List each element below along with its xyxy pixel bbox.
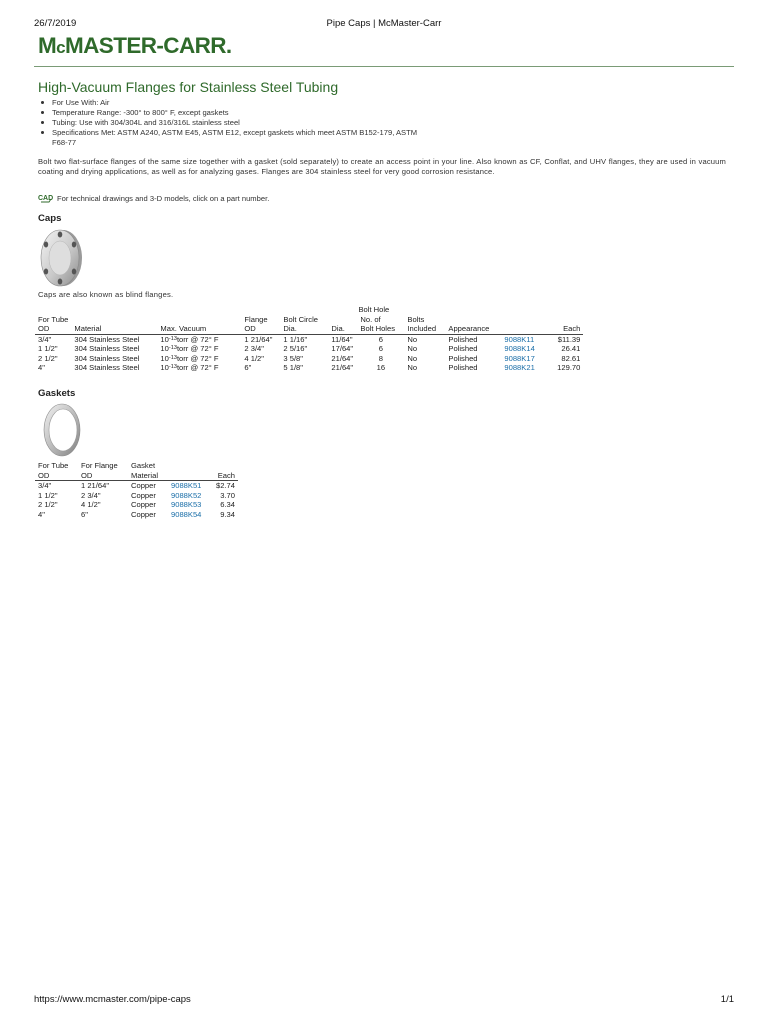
spec-item: Specifications Met: ASTM A240, ASTM E45, ASTM E12, except gaskets which meet ASTM B152-179, ASTM F68-77 [52,128,432,148]
gaskets-table-row [35,491,238,501]
logo-dot: . [225,33,232,58]
col-header-flange-od-1: Flange [244,314,268,324]
col-header-max-vacuum: Max. Vacuum [157,324,241,334]
logo-text-rest: MASTER-CARR [65,33,226,58]
gasket-col-header-tube-od-2: OD [35,471,78,481]
cell-material: 304 Stainless Steel [74,353,140,363]
cell-price: 3.70 [220,490,235,500]
gaskets-table-row [35,510,238,520]
cell-flange-od: 2 3/4" [244,344,264,354]
flange-cap-image[interactable] [38,228,84,288]
cell-bolts-included: No [407,353,418,363]
vacuum-exponent: -13 [168,354,177,361]
cell-tube-od: 3/4" [38,334,52,344]
gaskets-table [35,461,238,519]
cell-hole-dia: 21/64" [331,363,354,373]
cell-price: 129.70 [557,363,581,373]
cell-flange-od: 1 21/64" [81,481,110,491]
vacuum-exponent: -13 [168,335,177,342]
part-number-link[interactable]: 9088K54 [171,509,202,519]
col-header-hole-dia: Dia. [328,324,357,334]
cell-tube-od: 4" [38,509,45,519]
gasket-col-header-flange-od-1: For Flange [81,461,118,470]
cell-price: 6.34 [220,500,235,510]
col-header-material: Material [71,324,157,334]
vacuum-unit: torr @ 72° F [176,363,219,373]
cell-price: $2.74 [215,481,235,491]
cad-note [38,193,269,204]
cell-flange-od: 2 3/4" [81,490,101,500]
page-title: High-Vacuum Flanges for Stainless Steel Tubing [38,79,339,95]
gasket-col-header-material-1: Gasket [131,461,156,470]
cell-num-holes: 6 [378,334,383,344]
cell-appearance: Polished [448,353,478,363]
cell-tube-od: 2 1/2" [38,353,58,363]
cell-price: 9.34 [220,509,235,519]
cell-tube-od: 3/4" [38,481,52,491]
print-date: 26/7/2019 [34,18,77,29]
vacuum-base: 10 [160,334,169,344]
part-number-link[interactable]: 9088K52 [171,490,202,500]
cad-note-text: For technical drawings and 3-D models, click on a part number. [57,194,270,203]
cell-tube-od: 1 1/2" [38,344,58,354]
vacuum-exponent: -13 [168,345,177,352]
cell-material: Copper [131,481,156,491]
cell-material: 304 Stainless Steel [74,334,140,344]
svg-text:CAD: CAD [38,195,54,202]
cell-appearance: Polished [448,363,478,373]
col-header-each: Each [547,324,583,334]
vacuum-base: 10 [160,344,169,354]
footer-url: https://www.mcmaster.com/pipe-caps [34,994,191,1005]
spec-list [38,98,432,148]
vacuum-exponent: -13 [168,364,177,371]
col-header-bolts-2: Included [404,324,445,334]
cell-bolt-circle: 3 5/8" [283,353,303,363]
print-header [34,18,734,30]
vacuum-unit: torr @ 72° F [176,353,219,363]
col-header-num-holes-2: Bolt Holes [357,324,404,334]
caps-caption: Caps are also known as blind flanges. [38,290,174,299]
cell-tube-od: 2 1/2" [38,500,58,510]
part-number-link[interactable]: 9088K17 [504,353,535,363]
caps-table-row [35,354,583,364]
cell-num-holes: 16 [376,363,386,373]
cell-tube-od: 1 1/2" [38,490,58,500]
caps-table [35,305,583,373]
gasket-col-header-tube-od-1: For Tube [38,461,69,470]
cell-appearance: Polished [448,344,478,354]
cell-bolt-circle: 1 1/16" [283,334,308,344]
cell-material: Copper [131,509,156,519]
cell-max-vacuum [157,363,241,373]
part-number-link[interactable]: 9088K14 [504,344,535,354]
cell-flange-od: 4 1/2" [81,500,101,510]
vacuum-unit: torr @ 72° F [176,344,219,354]
header-divider [34,66,734,67]
spec-item: For Use With: Air [52,98,432,108]
cell-max-vacuum [157,334,241,344]
gasket-col-header-part [168,471,210,481]
gasket-col-header-flange-od-2: OD [78,471,128,481]
cell-bolts-included: No [407,334,418,344]
cad-icon [38,193,54,204]
spec-item: Temperature Range: -300° to 800° F, except gaskets [52,108,432,118]
cell-bolts-included: No [407,344,418,354]
col-header-part [501,324,547,334]
cell-num-holes: 6 [378,344,383,354]
col-header-bolt-circle-1: Bolt Circle [283,314,318,324]
cell-max-vacuum [157,354,241,364]
cell-tube-od: 4" [38,363,45,373]
col-header-num-holes-1: No. of [360,314,381,324]
cell-material: Copper [131,500,156,510]
bolt-hole-group-header: Bolt Hole [358,305,390,314]
gaskets-table-row [35,500,238,510]
intro-paragraph: Bolt two flat-surface flanges of the same size together with a gasket (sold separately) to create an access point in your line. Also known as CF, Conflat, and UHV flanges, they are used in vacuum coating and drying applications, as well as for analyzing gases. Flanges are 304 stainless steel for very good corrosion resistance. [38,157,726,176]
col-header-flange-od-2: OD [241,324,280,334]
caps-table-row [35,363,583,373]
cell-bolts-included: No [407,363,418,373]
col-header-bolts-1: Bolts [407,314,425,324]
cell-flange-od: 4 1/2" [244,353,264,363]
cell-flange-od: 1 21/64" [244,334,273,344]
vacuum-unit: torr @ 72° F [176,334,219,344]
col-header-tube-od-1: For Tube [38,314,69,324]
col-header-appearance: Appearance [445,324,501,334]
cell-num-holes: 8 [378,353,383,363]
logo-text-c: c [56,38,66,57]
vacuum-base: 10 [160,363,169,373]
gasket-col-header-each: Each [210,471,238,481]
cell-hole-dia: 21/64" [331,353,354,363]
cell-flange-od: 6" [81,509,88,519]
spec-item: Tubing: Use with 304/304L and 316/316L stainless steel [52,118,432,128]
cell-bolt-circle: 5 1/8" [283,363,303,373]
cell-bolt-circle: 2 5/16" [283,344,308,354]
cell-price: 82.61 [561,353,581,363]
cell-max-vacuum [157,344,241,354]
cell-price: 26.41 [561,344,581,354]
gasket-col-header-material-2: Material [128,471,168,481]
footer-page-number: 1/1 [720,994,734,1005]
caps-heading: Caps [38,213,62,224]
cell-flange-od: 6" [244,363,252,373]
caps-table-row [35,344,583,354]
col-header-tube-od-2: OD [35,324,71,334]
cell-material: 304 Stainless Steel [74,363,140,373]
part-number-link[interactable]: 9088K21 [504,363,535,373]
cell-material: Copper [131,490,156,500]
part-number-link[interactable]: 9088K11 [504,334,535,344]
cell-material: 304 Stainless Steel [74,344,140,354]
logo-text-m: M [38,33,57,58]
copper-gasket-image[interactable] [40,402,84,458]
gaskets-heading: Gaskets [38,388,76,399]
cell-price: $11.39 [557,334,581,344]
cell-hole-dia: 11/64" [331,334,353,344]
caps-table-row [35,334,583,344]
vacuum-base: 10 [160,353,169,363]
cell-appearance: Polished [448,334,478,344]
col-header-bolt-circle-2: Dia. [280,324,328,334]
part-number-link[interactable]: 9088K53 [171,500,202,510]
cell-hole-dia: 17/64" [331,344,354,354]
part-number-link[interactable]: 9088K51 [171,481,202,491]
mcmaster-logo[interactable] [38,33,232,59]
print-title: Pipe Caps | McMaster-Carr [326,18,442,29]
gaskets-table-row [35,481,238,491]
